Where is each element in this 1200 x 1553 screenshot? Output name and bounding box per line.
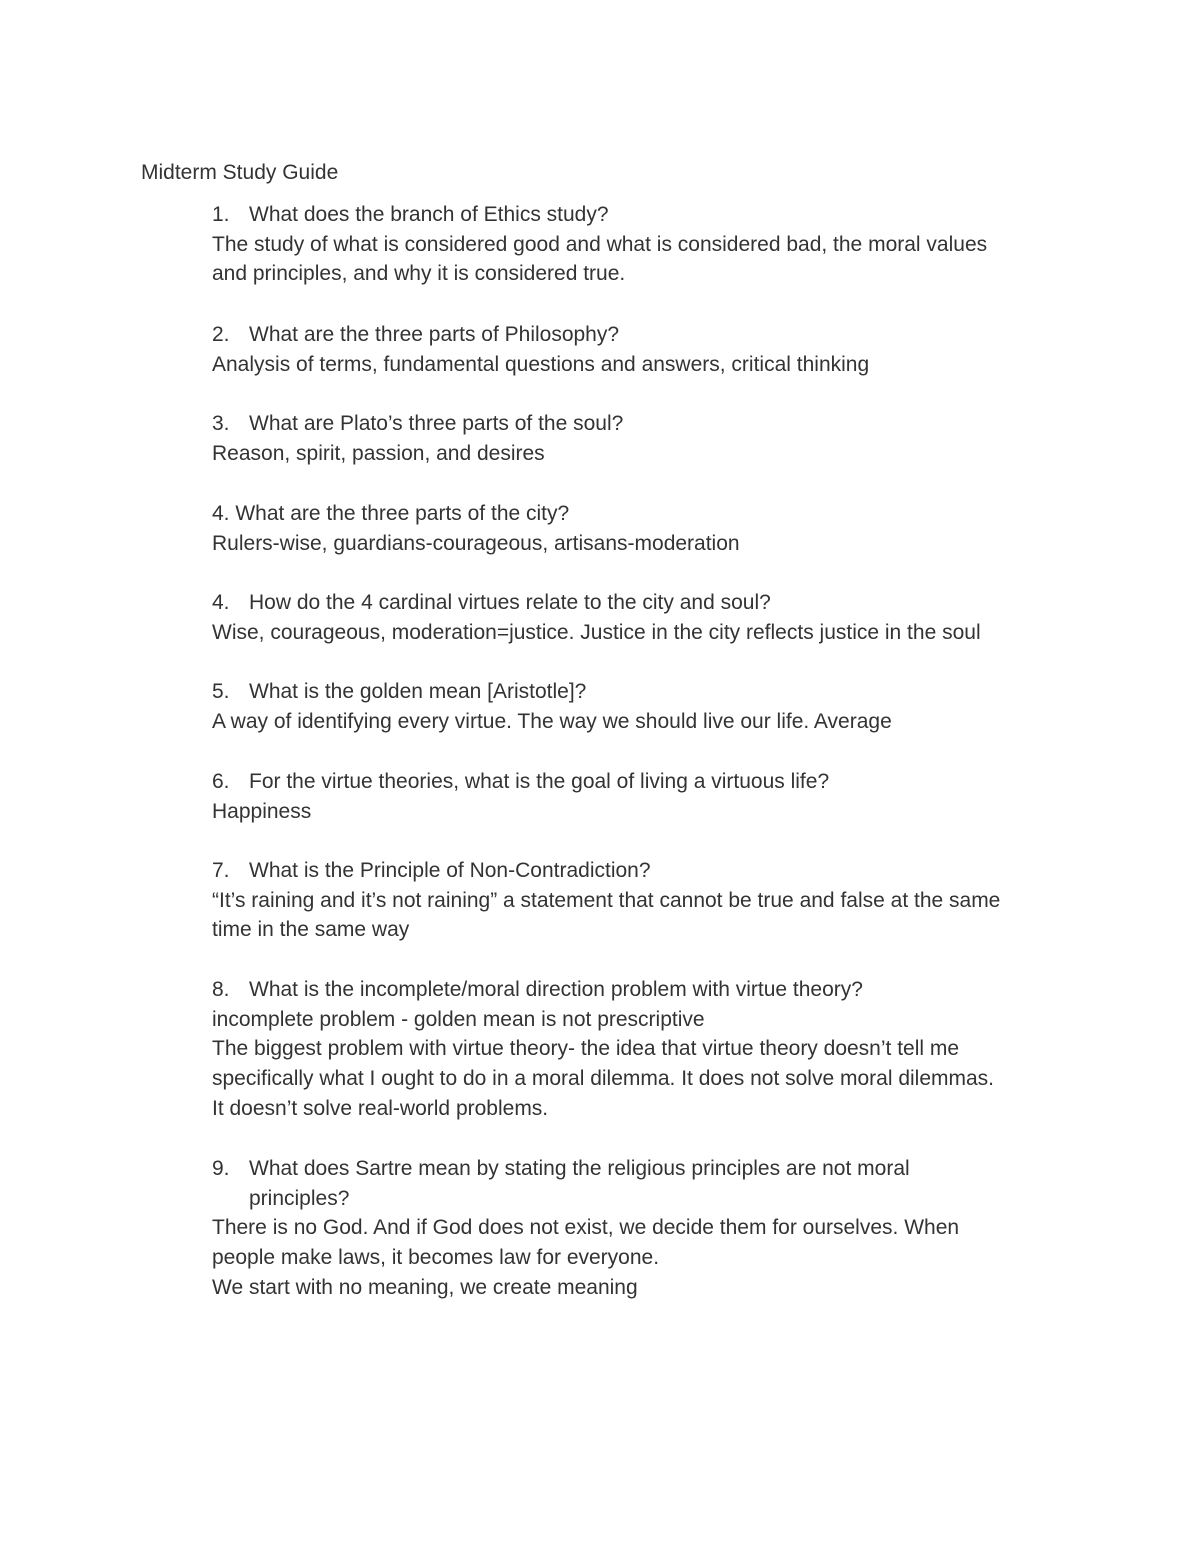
question-text: What is the incomplete/moral direction problem with virtue theory?	[249, 978, 863, 1001]
answer-line: Reason, spirit, passion, and desires	[212, 441, 545, 465]
answer-line: Analysis of terms, fundamental questions and answers, critical thinking	[212, 352, 870, 376]
answer-line: Rulers-wise, guardians-courageous, artisans-moderation	[212, 531, 740, 555]
document-title: Midterm Study Guide	[141, 161, 339, 184]
answer-line: incomplete problem - golden mean is not prescriptive	[212, 1007, 705, 1031]
question-number: 7.	[212, 859, 230, 882]
question-number: 5.	[212, 680, 230, 703]
question-number: 9.	[212, 1157, 230, 1180]
question-number: 8.	[212, 978, 230, 1001]
question: 4. What are the three parts of the city?	[212, 502, 570, 525]
qa-item	[212, 499, 1072, 558]
answer-line: time in the same way	[212, 918, 410, 942]
question-text: What is the golden mean [Aristotle]?	[249, 680, 587, 703]
answer-line: specifically what I ought to do in a moral dilemma. It does not solve moral dilemmas.	[212, 1067, 995, 1091]
qa-item	[212, 677, 1072, 736]
answer-line: The biggest problem with virtue theory- the idea that virtue theory doesn’t tell me	[212, 1037, 960, 1061]
qa-item	[212, 409, 1072, 468]
answer-line: Happiness	[212, 799, 312, 823]
question-text: What are Plato’s three parts of the soul?	[249, 412, 624, 435]
question-text: For the virtue theories, what is the goal of living a virtuous life?	[249, 770, 830, 793]
qa-item	[212, 856, 1072, 945]
answer-line: The study of what is considered good and what is considered bad, the moral values	[212, 232, 988, 256]
question-text: How do the 4 cardinal virtues relate to the city and soul?	[249, 591, 771, 614]
answer-line: There is no God. And if God does not exist, we decide them for ourselves. When	[212, 1216, 960, 1240]
question-text: What does Sartre mean by stating the religious principles are not moral	[249, 1157, 910, 1180]
question-text: What does the branch of Ethics study?	[249, 203, 609, 226]
question-number: 4.	[212, 591, 230, 614]
qa-item	[212, 975, 1072, 1124]
question-text: What are the three parts of Philosophy?	[249, 323, 620, 346]
question	[212, 320, 1072, 350]
answer-line: and principles, and why it is considered true.	[212, 262, 626, 286]
qa-item	[212, 767, 1072, 826]
answer-line: “It’s raining and it’s not raining” a statement that cannot be true and false at the same	[212, 888, 1001, 912]
question	[212, 975, 1072, 1005]
question	[212, 856, 1072, 886]
qa-item	[212, 1154, 1072, 1303]
question-text-continued: principles?	[249, 1186, 350, 1210]
answer-line: We start with no meaning, we create meaning	[212, 1275, 638, 1299]
question	[212, 409, 1072, 439]
qa-item	[212, 588, 1072, 647]
question-number: 6.	[212, 770, 230, 793]
question-text: What is the Principle of Non-Contradiction?	[249, 859, 651, 882]
qa-item	[212, 320, 1072, 379]
question	[212, 588, 1072, 618]
answer-line: Wise, courageous, moderation=justice. Justice in the city reflects justice in the soul	[212, 620, 981, 644]
qa-item	[212, 200, 1072, 289]
question-number: 1.	[212, 203, 230, 226]
question-number: 3.	[212, 412, 230, 435]
question	[212, 767, 1072, 797]
question	[212, 200, 1072, 230]
answer-line: people make laws, it becomes law for everyone.	[212, 1246, 660, 1270]
answer-line: It doesn’t solve real-world problems.	[212, 1096, 549, 1120]
answer-line: A way of identifying every virtue. The way we should live our life. Average	[212, 709, 892, 733]
question	[212, 677, 1072, 707]
question	[212, 1154, 1072, 1184]
question-number: 2.	[212, 323, 230, 346]
